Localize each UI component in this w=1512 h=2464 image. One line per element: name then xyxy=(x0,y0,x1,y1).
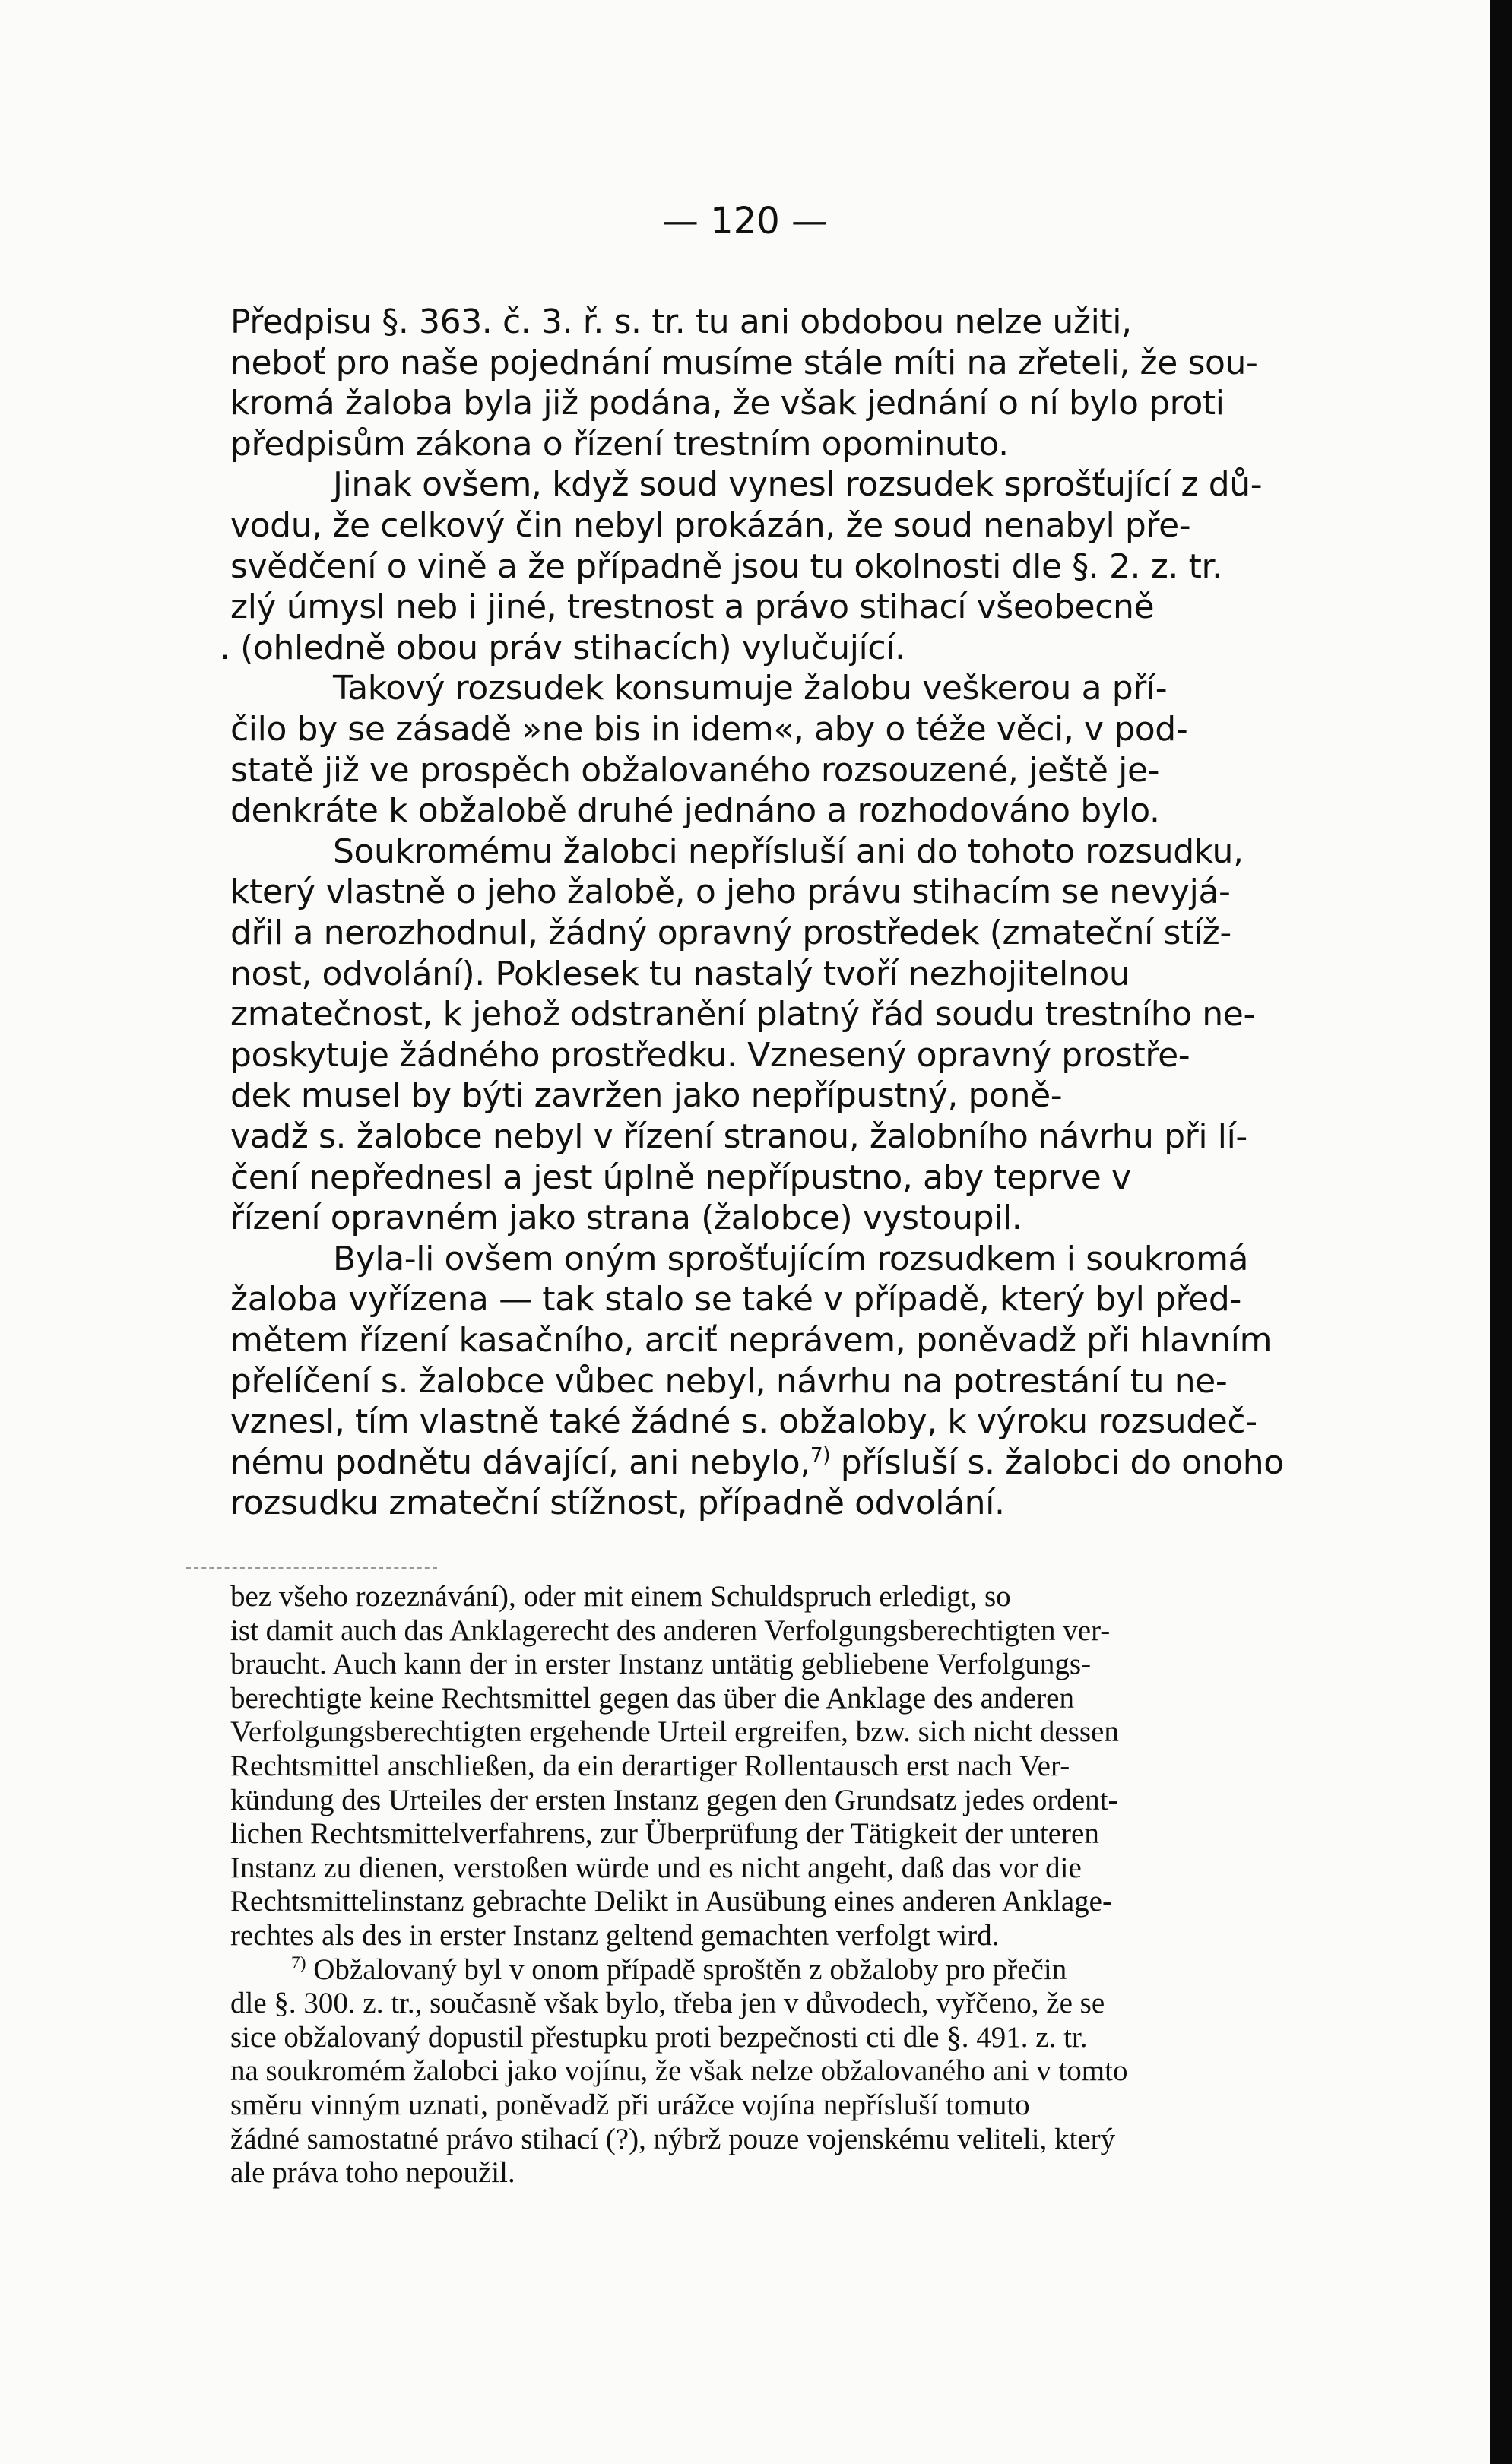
footnote-line: bez všeho rozeznávání), oder mit einem Schuldspruch erledigt, so xyxy=(230,1580,1011,1613)
footnote-line: kündung des Urteiles der ersten Instanz gegen den Grundsatz jedes ordent- xyxy=(230,1783,1118,1816)
body-line: kromá žaloba byla již podána, že však jednání o ní bylo proti xyxy=(230,384,1225,423)
body-line xyxy=(230,1443,1284,1482)
footnote-separator xyxy=(186,1567,437,1569)
body-line: rozsudku zmateční stížnost, případně odvolání. xyxy=(230,1484,1005,1523)
body-line-text: přísluší s. žalobci do onoho xyxy=(830,1443,1284,1482)
body-line: Takový rozsudek konsumuje žalobu veškerou a pří- xyxy=(333,669,1168,708)
body-line: řízení opravném jako strana (žalobce) vystoupil. xyxy=(230,1199,1022,1238)
body-line: čilo by se zásadě »ne bis in idem«, aby o téže věci, v pod- xyxy=(230,710,1188,749)
body-line: Jinak ovšem, když soud vynesl rozsudek sprošťující z dů- xyxy=(333,465,1263,505)
footnote-line: Instanz zu dienen, verstoßen würde und es nicht angeht, daß das vor die xyxy=(230,1851,1082,1884)
footnote-line xyxy=(291,1953,1067,1987)
footnote-line: Verfolgungsberechtigten ergehende Urteil ergreifen, bzw. sich nicht dessen xyxy=(230,1715,1119,1749)
body-line: čení nepřednesl a jest úplně nepřípustno, aby teprve v xyxy=(230,1158,1131,1197)
footnote-line: dle §. 300. z. tr., současně však bylo, třeba jen v důvodech, vyřčeno, že se xyxy=(230,1987,1105,2020)
footnote-line: sice obžalovaný dopustil přestupku proti bezpečnosti cti dle §. 491. z. tr. xyxy=(230,2020,1088,2054)
footnote-line: lichen Rechtsmittelverfahrens, zur Überprüfung der Tätigkeit der unteren xyxy=(230,1817,1099,1851)
body-line-text: nému podnětu dávající, ani nebylo, xyxy=(230,1443,810,1482)
body-line: dřil a nerozhodnul, žádný opravný prostředek (zmateční stíž- xyxy=(230,914,1231,952)
footnote-line: braucht. Auch kann der in erster Instanz untätig gebliebene Verfolgungs- xyxy=(230,1648,1092,1681)
footnote-line: žádné samostatné právo stihací (?), nýbrž pouze vojenskému veliteli, který xyxy=(230,2122,1116,2155)
footnote-line: směru vinným uznati, poněvadž při urážce vojína nepřísluší tomuto xyxy=(230,2089,1030,2121)
footnote-line: na soukromém žalobci jako vojínu, že však nelze obžalovaného ani v tomto xyxy=(230,2054,1128,2088)
footnote-line: Rechtsmittel anschließen, da ein derartiger Rollentausch erst nach Ver- xyxy=(230,1750,1070,1782)
body-line: předpisům zákona o řízení trestním opominuto. xyxy=(230,424,1009,464)
footnote-line-text: Obžalovaný byl v onom případě sproštěn z obžaloby pro přečin xyxy=(306,1953,1067,1986)
body-line: statě již ve prospěch obžalovaného rozsouzené, ještě je- xyxy=(230,750,1160,790)
footnote-line: ale práva toho nepoužil. xyxy=(230,2156,515,2190)
body-line: nost, odvolání). Poklesek tu nastalý tvoří nezhojitelnou xyxy=(230,954,1130,993)
body-line: který vlastně o jeho žalobě, o jeho právu stihacím se nevyjá- xyxy=(230,873,1231,912)
footnote-marker: 7) xyxy=(291,1953,306,1973)
body-line: zlý úmysl neb i jiné, trestnost a právo stihací všeobecně xyxy=(230,587,1155,627)
body-line: mětem řízení kasačního, arciť neprávem, poněvadž při hlavním xyxy=(230,1321,1273,1360)
page-number: — 120 — xyxy=(661,200,829,242)
body-line: svědčení o vině a že případně jsou tu okolnosti dle §. 2. z. tr. xyxy=(230,546,1222,586)
body-line: zmatečnost, k jehož odstranění platný řád soudu trestního ne- xyxy=(230,995,1255,1034)
body-line: denkráte k obžalobě druhé jednáno a rozhodováno bylo. xyxy=(230,791,1160,831)
body-line: vznesl, tím vlastně také žádné s. obžaloby, k výroku rozsudeč- xyxy=(230,1402,1257,1442)
body-line: žaloba vyřízena — tak stalo se také v případě, který byl před- xyxy=(230,1280,1241,1319)
body-line: poskytuje žádného prostředku. Vznesený opravný prostře- xyxy=(230,1035,1190,1075)
body-line: Předpisu §. 363. č. 3. ř. s. tr. tu ani obdobou nelze užiti, xyxy=(230,302,1132,341)
footnote-line: Rechtsmittelinstanz gebrachte Delikt in Ausübung eines anderen Anklage- xyxy=(230,1885,1112,1918)
footnote-line: rechtes als des in erster Instanz geltend gemachten verfolgt wird. xyxy=(230,1919,1000,1952)
footnote-reference: 7) xyxy=(810,1443,831,1468)
body-line: . (ohledně obou práv stihacích) vylučující. xyxy=(220,628,905,667)
body-line: vodu, že celkový čin nebyl prokázán, že soud nenabyl pře- xyxy=(230,506,1191,545)
body-line: vadž s. žalobce nebyl v řízení stranou, žalobního návrhu při lí- xyxy=(230,1117,1247,1156)
body-line: přelíčení s. žalobce vůbec nebyl, návrhu na potrestání tu ne- xyxy=(230,1361,1228,1401)
footnote-line: ist damit auch das Anklagerecht des anderen Verfolgungsberechtigten ver- xyxy=(230,1614,1111,1647)
scan-edge xyxy=(1490,0,1512,2464)
body-line: dek musel by býti zavržen jako nepřípustný, poně- xyxy=(230,1076,1063,1116)
body-line: Soukromému žalobci nepřísluší ani do tohoto rozsudku, xyxy=(333,831,1244,871)
footnote-line: berechtigte keine Rechtsmittel gegen das über die Anklage des anderen xyxy=(230,1681,1074,1715)
body-line: Byla-li ovšem oným sprošťujícím rozsudkem i soukromá xyxy=(333,1239,1249,1278)
body-line: neboť pro naše pojednání musíme stále míti na zřeteli, že sou- xyxy=(230,343,1258,382)
